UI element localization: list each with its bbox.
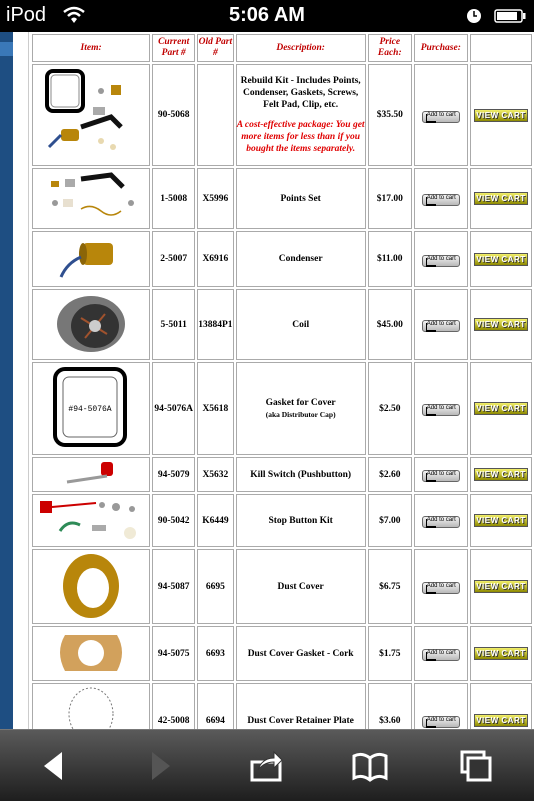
current-part-cell: 42-5008 (152, 683, 195, 729)
coil-image[interactable] (32, 289, 150, 360)
table-row (32, 231, 532, 287)
header-purchase: Purchase: (414, 34, 468, 62)
current-part-cell: 90-5068 (152, 64, 195, 166)
site-side-bar (0, 32, 13, 729)
parts-table (30, 32, 534, 729)
header-price: Price Each: (368, 34, 412, 62)
table-row (32, 457, 532, 492)
share-icon[interactable] (248, 748, 284, 784)
view-cart-button[interactable]: VIEW CART (474, 514, 528, 527)
gasket-icon (41, 363, 141, 451)
stop-button-kit-icon (36, 495, 146, 543)
description-subtext: (aka Distributor Cap) (265, 409, 336, 419)
status-time: 5:06 AM (229, 4, 305, 26)
dust-cover-image[interactable] (32, 549, 150, 624)
old-part-cell: X5996 (197, 168, 233, 229)
table-row (32, 494, 532, 547)
table-row (32, 549, 532, 624)
cart-icon (426, 114, 436, 123)
old-part-cell: 6695 (197, 549, 233, 624)
purchase-cell (414, 289, 468, 360)
gasket-image[interactable] (32, 362, 150, 455)
description-cell: Dust Cover Gasket - Cork (236, 626, 366, 681)
purchase-cell (414, 457, 468, 492)
header-item: Item: (32, 34, 150, 62)
add-to-cart-button[interactable] (422, 320, 460, 332)
header-view (470, 34, 532, 62)
cart-icon (426, 197, 436, 206)
cart-icon (426, 258, 436, 267)
condenser-icon (41, 233, 141, 283)
description-cell (236, 362, 366, 455)
cork-gasket-image[interactable] (32, 626, 150, 681)
view-cell (470, 457, 532, 492)
svg-text:#94-5076A: #94-5076A (68, 405, 112, 414)
current-part-cell: 90-5042 (152, 494, 195, 547)
description-cell: Points Set (236, 168, 366, 229)
add-to-cart-button[interactable] (422, 111, 460, 123)
add-to-cart-button[interactable] (422, 470, 460, 482)
price-cell: $2.50 (368, 362, 412, 455)
old-part-cell: 6693 (197, 626, 233, 681)
current-part-cell: 94-5075 (152, 626, 195, 681)
purchase-cell (414, 231, 468, 287)
view-cell (470, 64, 532, 166)
header-current-part: Current Part # (152, 34, 195, 62)
description-cell: Coil (236, 289, 366, 360)
back-icon[interactable] (36, 748, 72, 784)
purchase-cell (414, 626, 468, 681)
purchase-cell (414, 549, 468, 624)
points-set-image[interactable] (32, 168, 150, 229)
purchase-cell (414, 362, 468, 455)
purchase-cell (414, 168, 468, 229)
header-old-part: Old Part # (197, 34, 233, 62)
view-cart-button[interactable]: VIEW CART (474, 253, 528, 266)
current-part-cell: 94-5087 (152, 549, 195, 624)
cart-icon (426, 719, 436, 728)
purchase-cell (414, 64, 468, 166)
view-cell (470, 494, 532, 547)
price-cell: $35.50 (368, 64, 412, 166)
rebuild-kit-image[interactable] (32, 64, 150, 166)
description-cell: Kill Switch (Pushbutton) (236, 457, 366, 492)
view-cart-button[interactable]: VIEW CART (474, 647, 528, 660)
table-row (32, 683, 532, 729)
old-part-cell: X5618 (197, 362, 233, 455)
cart-icon (426, 652, 436, 661)
old-part-cell (197, 64, 233, 166)
view-cart-button[interactable]: VIEW CART (474, 468, 528, 481)
view-cart-button[interactable]: VIEW CART (474, 318, 528, 331)
battery-icon (494, 9, 526, 23)
description-cell: Dust Cover (236, 549, 366, 624)
purchase-cell (414, 494, 468, 547)
price-cell: $1.75 (368, 626, 412, 681)
table-row (32, 289, 532, 360)
description-text: Rebuild Kit - Includes Points, Condenser, Gaskets, Screws, Felt Pad, Clip, etc. (240, 76, 361, 110)
carrier-label: iPod (6, 4, 47, 26)
add-to-cart-label: Add to cart (426, 650, 456, 656)
description-cell: Stop Button Kit (236, 494, 366, 547)
price-cell: $3.60 (368, 683, 412, 729)
clock-icon (466, 8, 482, 24)
table-row (32, 362, 532, 455)
add-to-cart-label: Add to cart (426, 405, 456, 411)
table-row (32, 168, 532, 229)
view-cart-button[interactable]: VIEW CART (474, 714, 528, 727)
kill-switch-icon (41, 458, 141, 488)
side-bar-highlight (0, 42, 13, 56)
kill-switch-image[interactable] (32, 457, 150, 492)
description-cell (236, 64, 366, 166)
table-row (32, 64, 532, 166)
view-cart-button[interactable]: VIEW CART (474, 402, 528, 415)
cart-icon (426, 519, 436, 528)
current-part-cell: 94-5079 (152, 457, 195, 492)
bookmarks-icon[interactable] (352, 748, 388, 784)
table-header-row (32, 34, 532, 62)
current-part-cell: 2-5007 (152, 231, 195, 287)
cart-icon (426, 473, 436, 482)
purchase-cell (414, 683, 468, 729)
add-to-cart-label: Add to cart (426, 255, 456, 262)
table-row (32, 626, 532, 681)
cart-icon (426, 585, 436, 594)
cork-gasket-icon (41, 627, 141, 677)
old-part-cell: 13884P1 (197, 289, 233, 360)
view-cell (470, 549, 532, 624)
old-part-cell: K6449 (197, 494, 233, 547)
view-cell (470, 168, 532, 229)
add-to-cart-button[interactable] (422, 194, 460, 206)
view-cell (470, 289, 532, 360)
add-to-cart-button[interactable] (422, 716, 460, 728)
rebuild-kit-icon (41, 67, 141, 161)
add-to-cart-button[interactable] (422, 255, 460, 267)
forward-icon[interactable] (142, 748, 178, 784)
description-cell: Condenser (236, 231, 366, 287)
add-to-cart-button[interactable] (422, 516, 460, 528)
add-to-cart-label: Add to cart (426, 195, 456, 201)
view-cell (470, 626, 532, 681)
price-cell: $2.60 (368, 457, 412, 492)
add-to-cart-button[interactable] (422, 649, 460, 661)
add-to-cart-button[interactable] (422, 582, 460, 594)
web-page (0, 32, 534, 729)
current-part-cell: 5-5011 (152, 289, 195, 360)
retainer-plate-image[interactable] (32, 683, 150, 729)
cart-icon (426, 323, 436, 332)
promo-note: A cost-effective package: You get more items for less than if you bought the items separately. (236, 120, 365, 154)
browser-toolbar (0, 729, 534, 801)
old-part-cell: X6916 (197, 231, 233, 287)
current-part-cell: 1-5008 (152, 168, 195, 229)
add-to-cart-button[interactable] (422, 404, 460, 416)
view-cart-button[interactable]: VIEW CART (474, 192, 528, 205)
description-text: Gasket for Cover (265, 397, 336, 408)
current-part-cell: 94-5076A (152, 362, 195, 455)
add-to-cart-label: Add to cart (426, 717, 456, 723)
coil-icon (41, 290, 141, 356)
add-to-cart-label: Add to cart (426, 517, 456, 523)
status-bar (0, 0, 534, 32)
stop-button-kit-image[interactable] (32, 494, 150, 547)
page-margin (13, 32, 29, 729)
add-to-cart-label: Add to cart (426, 321, 456, 327)
add-to-cart-label: Add to cart (426, 583, 456, 589)
points-set-icon (41, 169, 141, 225)
retainer-plate-icon (41, 684, 141, 729)
view-cell (470, 683, 532, 729)
price-cell: $7.00 (368, 494, 412, 547)
description-cell: Dust Cover Retainer Plate (236, 683, 366, 729)
view-cart-button[interactable]: VIEW CART (474, 109, 528, 122)
view-cell (470, 231, 532, 287)
header-description: Description: (236, 34, 366, 62)
condenser-image[interactable] (32, 231, 150, 287)
tabs-icon[interactable] (458, 748, 494, 784)
view-cart-button[interactable]: VIEW CART (474, 580, 528, 593)
dust-cover-icon (41, 550, 141, 620)
price-cell: $17.00 (368, 168, 412, 229)
cart-icon (426, 407, 436, 416)
old-part-cell: X5632 (197, 457, 233, 492)
price-cell: $45.00 (368, 289, 412, 360)
old-part-cell: 6694 (197, 683, 233, 729)
price-cell: $11.00 (368, 231, 412, 287)
view-cell (470, 362, 532, 455)
price-cell: $6.75 (368, 549, 412, 624)
add-to-cart-label: Add to cart (426, 111, 456, 118)
add-to-cart-label: Add to cart (426, 471, 456, 477)
